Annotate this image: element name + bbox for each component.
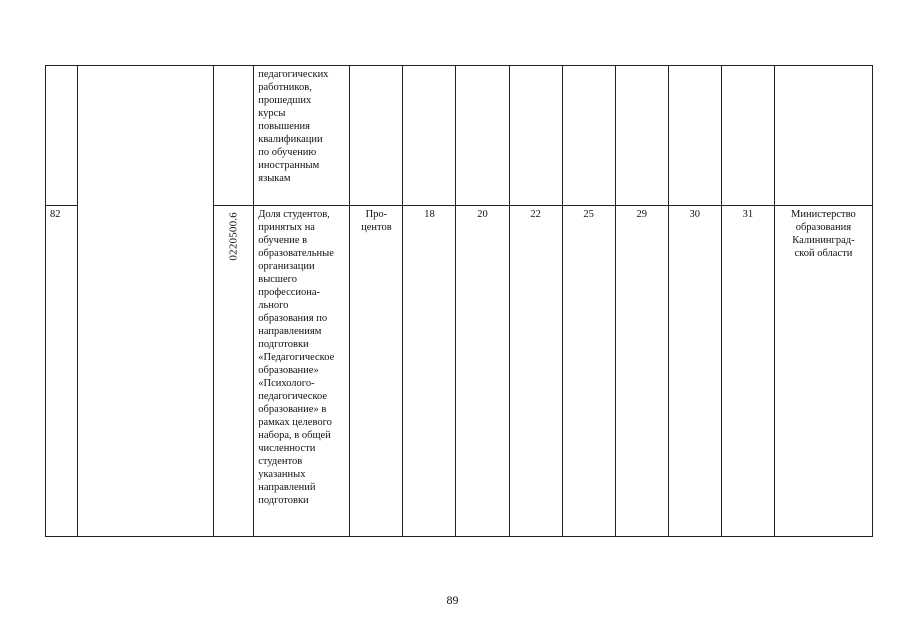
cell-value [403, 206, 456, 537]
cell-number [46, 206, 78, 537]
value-text: 30 [689, 209, 700, 220]
cell-code [214, 66, 254, 206]
value-text: 22 [530, 209, 541, 220]
cell-number [46, 66, 78, 206]
cell-indicator [254, 206, 350, 537]
cell-value [562, 66, 615, 206]
value-text: 25 [583, 209, 594, 220]
cell-value [456, 206, 509, 537]
cell-value [668, 206, 721, 537]
indicator-code: 0220500.6 [227, 212, 240, 261]
value-text: 31 [742, 209, 754, 220]
cell-indicator [254, 66, 350, 206]
page-number: 89 [446, 593, 459, 607]
cell-value [509, 66, 562, 206]
value-text: 29 [636, 209, 647, 220]
table-row-continued [46, 66, 873, 206]
cell-unit [350, 66, 403, 206]
indicators-table [45, 65, 873, 537]
value-text: 18 [424, 209, 435, 220]
indicator-text-continued: педагогических работников, прошедших курсы повышения квалификации по обучению иностранным языкам [258, 69, 329, 184]
cell-value [615, 66, 668, 206]
cell-value [668, 66, 721, 206]
indicator-text: Доля студентов, принятых на обучение в образовательные организации высшего профессиона- льного образования по направлениям подготовки «Педагогическое образование» «Психолого- педагогическое образование» в рамках целевого набора, в общей численности студентов указанных направлений подготовки [258, 209, 335, 506]
unit-text: Про- центов [361, 209, 392, 233]
cell-value [721, 206, 774, 537]
cell-value [721, 66, 774, 206]
cell-value [403, 66, 456, 206]
cell-value [456, 66, 509, 206]
cell-unit [350, 206, 403, 537]
responsible-text: Министерство образования Калининград- ской области [791, 209, 856, 259]
cell-value [562, 206, 615, 537]
cell-value [509, 206, 562, 537]
cell-program [78, 66, 214, 537]
cell-value [615, 206, 668, 537]
cell-responsible [774, 66, 872, 206]
cell-code [214, 206, 254, 537]
cell-responsible [774, 206, 872, 537]
row-number: 82 [50, 209, 61, 220]
value-text: 20 [477, 209, 488, 220]
